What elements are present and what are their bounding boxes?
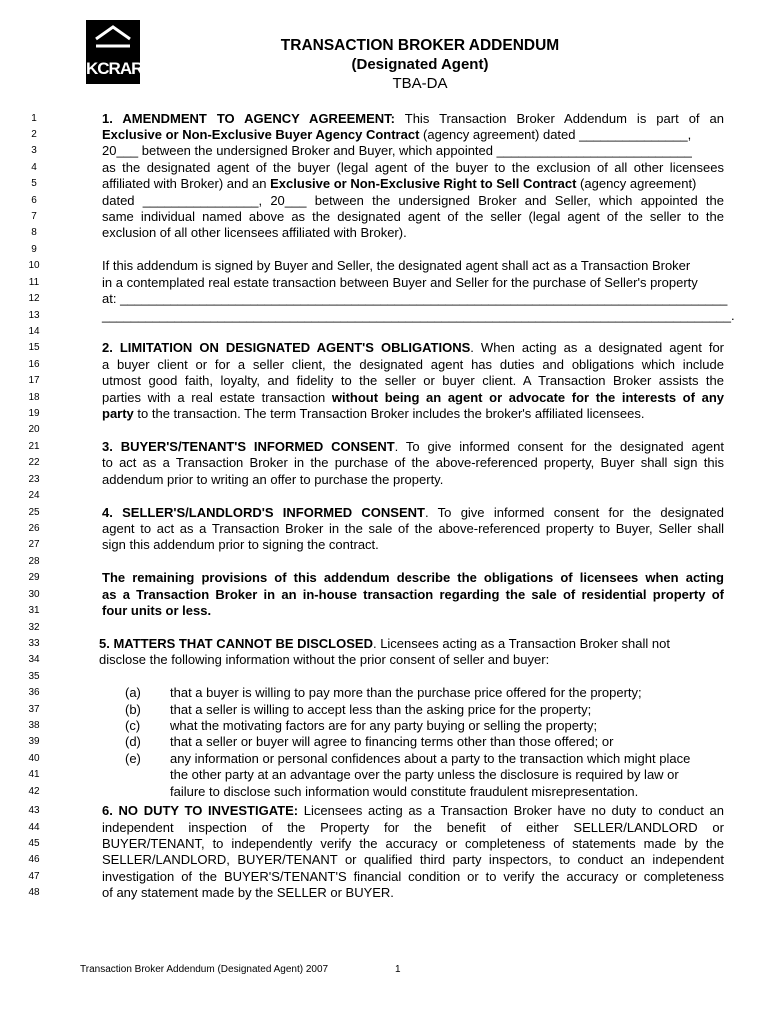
line-text: 4. SELLER'S/LANDLORD'S INFORMED CONSENT. To give informed consent for the designated (102, 504, 724, 520)
line-text: as a Transaction Broker in an in-house transaction regarding the sale of residential property of (102, 586, 724, 602)
document-line (10, 885, 760, 901)
line-number: 17 (28, 375, 40, 387)
line-text: exclusion of all other licensees affiliated with Broker). (102, 225, 407, 241)
logo-text: KCRAR (86, 59, 143, 78)
line-text: BUYER/TENANT, to independently verify the accuracy or completeness of statements made by the (102, 835, 724, 851)
line-text: _______________________________________________________________________________________. (102, 307, 735, 323)
line-text: 2. LIMITATION ON DESIGNATED AGENT'S OBLIGATIONS. When acting as a designated agent for (102, 340, 724, 356)
line-number: 22 (28, 457, 40, 469)
line-text: utmost good faith, loyalty, and fidelity to the seller or buyer client. A Transaction Broker assists the (102, 373, 724, 389)
page-number: 1 (395, 964, 401, 975)
line-number: 43 (28, 805, 40, 817)
line-number: 10 (28, 260, 40, 272)
line-number: 9 (31, 243, 37, 255)
list-item-label: (e) (125, 750, 141, 766)
document-line (10, 734, 760, 750)
line-text: disclose the following information without the prior consent of seller and buyer: (99, 652, 550, 668)
line-number: 41 (28, 769, 40, 781)
document-line (10, 554, 760, 570)
line-number: 16 (28, 358, 40, 370)
document-line (10, 406, 760, 422)
document-line (10, 685, 760, 701)
document-line (10, 308, 760, 324)
line-text: to act as a Transaction Broker in the purchase of the above-referenced property, Buyer shall sign this (102, 455, 724, 471)
document-line (10, 570, 760, 586)
line-number: 12 (28, 293, 40, 305)
line-number: 15 (28, 342, 40, 354)
line-number: 1 (31, 112, 37, 124)
document-line (10, 357, 760, 373)
document-line (10, 652, 760, 668)
document-line (10, 225, 760, 241)
line-number: 5 (31, 178, 37, 190)
line-text: affiliated with Broker) and an Exclusive or Non-Exclusive Right to Sell Contract (agency agreement) (102, 176, 697, 192)
line-text: sign this addendum prior to signing the contract. (102, 537, 379, 553)
line-text: in a contemplated real estate transaction between Buyer and Seller for the purchase of Seller's property (102, 274, 698, 290)
line-text: same individual named above as the designated agent of the seller (legal agent of the seller to the (102, 209, 724, 225)
list-item-text: any information or personal confidences about a party to the transaction which might place (170, 750, 691, 766)
line-number: 39 (28, 736, 40, 748)
line-number: 7 (31, 211, 37, 223)
document-line (10, 258, 760, 274)
line-text: If this addendum is signed by Buyer and Seller, the designated agent shall act as a Transaction Broker (102, 258, 691, 274)
line-text: party to the transaction. The term Transaction Broker includes the broker's affiliated licensees. (102, 406, 645, 422)
list-item-text: what the motivating factors are for any party buying or selling the property; (170, 718, 598, 734)
line-number: 14 (28, 325, 40, 337)
line-number: 45 (28, 837, 40, 849)
document-line (10, 702, 760, 718)
form-code: TBA-DA (392, 75, 448, 92)
line-number: 42 (28, 785, 40, 797)
document-line (10, 390, 760, 406)
document-line (10, 324, 760, 340)
document-title: TRANSACTION BROKER ADDENDUM (280, 37, 560, 54)
line-text: 20___ between the undersigned Broker and Buyer, which appointed ___________________________ (102, 143, 692, 159)
document-line (10, 472, 760, 488)
line-number: 34 (28, 654, 40, 666)
document-line (10, 537, 760, 553)
line-number: 26 (28, 523, 40, 534)
line-number: 37 (28, 703, 40, 715)
document-line (10, 836, 760, 852)
line-number: 6 (31, 194, 37, 206)
line-number: 19 (28, 408, 40, 420)
line-text: dated ________________, 20___ between the undersigned Broker and Seller, which appointed the (102, 192, 724, 208)
document-line (10, 669, 760, 685)
line-text: at: ____________________________________________________________________________________ (102, 291, 728, 307)
document-line (10, 803, 760, 819)
line-number: 2 (31, 128, 37, 140)
document-line (10, 869, 760, 885)
document-line (10, 242, 760, 258)
line-number: 36 (28, 687, 40, 699)
list-item-label: (a) (125, 685, 141, 701)
document-line (10, 209, 760, 225)
house-roof-icon (86, 22, 140, 52)
line-number: 32 (28, 621, 40, 633)
document-line (10, 111, 760, 127)
document-line (10, 603, 760, 619)
line-text: 5. MATTERS THAT CANNOT BE DISCLOSED. Licensees acting as a Transaction Broker shall not (99, 635, 670, 651)
footer-text: Transaction Broker Addendum (Designated Agent) 2007 (80, 964, 329, 975)
line-number: 21 (28, 440, 40, 452)
document-line (10, 505, 760, 521)
document-line (10, 193, 760, 209)
list-item-text: that a seller is willing to accept less than the asking price for the property; (170, 701, 592, 717)
line-number: 46 (28, 854, 40, 866)
line-number: 20 (28, 424, 40, 436)
line-text: as the designated agent of the buyer (legal agent of the buyer to the exclusion of all other licensees (102, 159, 724, 175)
line-text: 6. NO DUTY TO INVESTIGATE: Licensees acting as a Transaction Broker have no duty to conduct an (102, 803, 725, 819)
line-number: 23 (28, 473, 40, 485)
document-line (10, 587, 760, 603)
line-text: four units or less. (102, 603, 212, 619)
kcrar-logo (86, 20, 143, 84)
list-item-label: (b) (125, 701, 141, 717)
document-line (10, 784, 760, 800)
line-number: 38 (28, 720, 40, 732)
list-item-text: failure to disclose such information would constitute fraudulent misrepresentation. (170, 783, 639, 799)
document-line (10, 718, 760, 734)
list-item-label: (d) (125, 734, 141, 750)
document-subtitle: (Designated Agent) (351, 56, 489, 73)
line-text: a buyer client or for a seller client, the designated agent has duties and obligations which include (102, 356, 724, 372)
document-line (10, 636, 760, 652)
list-item-text: that a seller or buyer will agree to financing terms other than those offered; or (170, 734, 614, 750)
document-line (10, 455, 760, 471)
document-line (10, 521, 760, 537)
line-text: agent to act as a Transaction Broker in the sale of the above-referenced property to Buyer, Seller shall (102, 521, 724, 536)
line-text: SELLER/LANDLORD, BUYER/TENANT or qualified third party inspectors, to conduct an independent (102, 852, 724, 868)
list-item-label: (c) (125, 718, 141, 734)
line-number: 48 (28, 887, 40, 899)
line-number: 25 (28, 506, 40, 518)
line-text: Exclusive or Non-Exclusive Buyer Agency Contract (agency agreement) dated _______________, (102, 126, 692, 142)
document-line (10, 275, 760, 291)
line-number: 47 (28, 870, 40, 882)
line-number: 33 (28, 637, 40, 649)
line-text: parties with a real estate transaction without being an agent or advocate for the interests of any (102, 389, 724, 405)
document-line (10, 852, 760, 868)
document-line (10, 767, 760, 783)
line-number: 3 (31, 145, 37, 157)
document-line (10, 422, 760, 438)
line-text: 1. AMENDMENT TO AGENCY AGREEMENT: This Transaction Broker Addendum is part of an (102, 110, 724, 126)
line-number: 44 (28, 821, 40, 833)
document-line (10, 820, 760, 836)
line-number: 35 (28, 670, 40, 682)
document-line (10, 176, 760, 192)
line-number: 11 (28, 276, 40, 288)
page-footer (80, 964, 401, 975)
line-text: 3. BUYER'S/TENANT'S INFORMED CONSENT. To give informed consent for the designated agent (102, 438, 724, 454)
document-line (10, 340, 760, 356)
line-text: investigation of the BUYER'S/TENANT'S financial condition or to verify the accuracy or completeness (102, 868, 724, 884)
line-number: 40 (28, 752, 40, 764)
list-item-text: the other party at an advantage over the party unless the disclosure is required by law or (170, 767, 679, 783)
line-number: 13 (28, 309, 40, 321)
line-text: addendum prior to writing an offer to purchase the property. (102, 471, 444, 487)
line-number: 4 (31, 161, 37, 173)
document-line (10, 373, 760, 389)
document-line (10, 291, 760, 307)
list-item-text: that a buyer is willing to pay more than the purchase price offered for the property; (170, 685, 642, 701)
document-line (10, 160, 760, 176)
document-line (10, 620, 760, 636)
line-number: 8 (31, 227, 37, 239)
line-number: 29 (28, 572, 40, 584)
document-line (10, 439, 760, 455)
line-number: 24 (28, 490, 40, 502)
document-line (10, 127, 760, 143)
document-line (10, 143, 760, 159)
line-text: The remaining provisions of this addendum describe the obligations of licensees when acting (102, 570, 724, 586)
line-text: of any statement made by the SELLER or BUYER. (102, 885, 394, 901)
line-number: 30 (28, 588, 40, 600)
document-line (10, 751, 760, 767)
line-number: 18 (28, 391, 40, 403)
document-line (10, 488, 760, 504)
line-number: 28 (28, 555, 40, 567)
line-text: independent inspection of the Property for the benefit of either SELLER/LANDLORD or (102, 819, 724, 835)
line-number: 31 (28, 605, 40, 617)
line-number: 27 (28, 539, 40, 551)
